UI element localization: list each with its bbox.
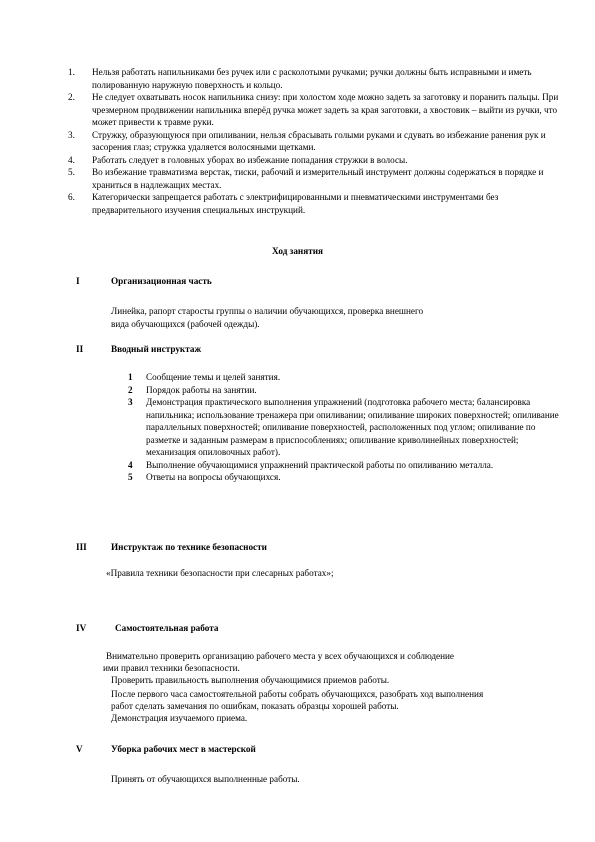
briefing-item — [128, 471, 568, 484]
briefing-number: 2 — [128, 384, 133, 395]
section-line: работ сделать замечания по ошибкам, показать образцы хорошей работы. — [111, 701, 399, 711]
section-line: После первого часа самостоятельной работы собрать обучающихся, разобрать ход выполнения — [111, 689, 484, 699]
section-title: Самостоятельная работа — [115, 623, 219, 633]
section-line: Внимательно проверить организацию рабочего места у всех обучающихся и соблюдение — [106, 651, 454, 661]
section-title: Инструктаж по технике безопасности — [111, 542, 267, 552]
briefing-number: 4 — [128, 459, 133, 470]
rule-number: 6. — [68, 192, 75, 202]
lesson-heading: Ход занятия — [272, 246, 323, 256]
section-number: II — [76, 344, 84, 354]
briefing-text: Сообщение темы и целей занятия. — [146, 372, 281, 382]
briefing-number: 5 — [128, 472, 133, 482]
rule-text: Стружку, образующуюся при опиливании, нельзя сбрасывать голыми руками и сдувать во избежание ранения рук и засорения глаз; стружка удаляется волосяными щетками. — [92, 129, 546, 152]
rule-text: Не следует охватывать носок напильника снизу: при холостом ходе можно задеть за заготовку и поранить пальцы. При чрезмерном продвижении напильника вперёд ручка может задеть за края заготовки, а хвостовик – выйти из ручки, что может привести к травме руки. — [92, 92, 559, 127]
rule-item — [68, 154, 562, 167]
section-number: IV — [76, 623, 87, 633]
briefing-list — [128, 371, 568, 484]
briefing-item — [128, 384, 568, 397]
section-line: ими правил техники безопасности. — [103, 663, 240, 673]
rule-item — [68, 66, 562, 91]
section-line: Демонстрация изучаемого приема. — [111, 713, 248, 723]
rule-text: Работать следует в головных уборах во избежание попадания стружки в волосы. — [92, 154, 408, 165]
briefing-number: 1 — [128, 372, 133, 382]
section-title: Вводный инструктаж — [111, 344, 202, 354]
rule-item — [68, 166, 562, 191]
rule-item — [68, 129, 562, 154]
briefing-item — [128, 371, 568, 384]
rule-text: Во избежание травматизма верстак, тиски, рабочий и измерительный инструмент должны содержаться в порядке и храниться в надлежащих местах. — [92, 167, 544, 190]
rule-number: 1. — [68, 67, 75, 77]
section-body: «Правила техники безопасности при слесарных работах»; — [106, 568, 334, 578]
rule-text: Категорически запрещается работать с электрифицированными и пневматическими инструментами без предварительного изучения специальных инструкций. — [92, 192, 499, 215]
section-title: Уборка рабочих мест в мастерской — [111, 744, 256, 754]
section-body: Линейка, рапорт старосты группы о наличии обучающихся, проверка внешнего вида обучающихся (рабочей одежды). — [111, 306, 424, 329]
rule-number: 2. — [68, 92, 75, 102]
rule-number: 5. — [68, 167, 75, 177]
briefing-text: Ответы на вопросы обучающихся. — [146, 472, 281, 482]
rule-item — [68, 91, 562, 129]
briefing-text: Выполнение обучающимися упражнений практической работы по опиливанию металла. — [146, 459, 494, 470]
briefing-text: Порядок работы на занятии. — [146, 384, 257, 395]
rule-item — [68, 191, 562, 216]
rule-number: 3. — [68, 129, 75, 140]
section-line: Проверить правильность выполнения обучающимися приемов работы. — [111, 675, 390, 685]
briefing-text: Демонстрация практического выполнения упражнений (подготовка рабочего места; балансировка напильника; использование тренажера при опиливании; опиливание широких поверхностей; опиливание параллельных поверхностей; опиливание поверхностей, расположенных под углом; опиливание по разметке и заданным размерам в приспособлениях; опиливание криволинейных поверхностей; механизация опиловочных работ). — [146, 397, 559, 457]
section-body: Принять от обучающихся выполненные работы. — [111, 774, 300, 784]
rule-text: Нельзя работать напильниками без ручек или с расколотыми ручками; ручки должны быть исправными и иметь полированную наружную поверхность и кольцо. — [92, 67, 532, 90]
section-number: III — [76, 542, 87, 552]
briefing-item — [128, 396, 568, 459]
section-number: V — [76, 744, 83, 754]
safety-rules-list — [68, 66, 562, 216]
rule-number: 4. — [68, 154, 75, 165]
section-number: I — [76, 276, 80, 286]
briefing-number: 3 — [128, 397, 133, 407]
briefing-item — [128, 459, 568, 472]
section-title: Организационная часть — [111, 276, 212, 286]
